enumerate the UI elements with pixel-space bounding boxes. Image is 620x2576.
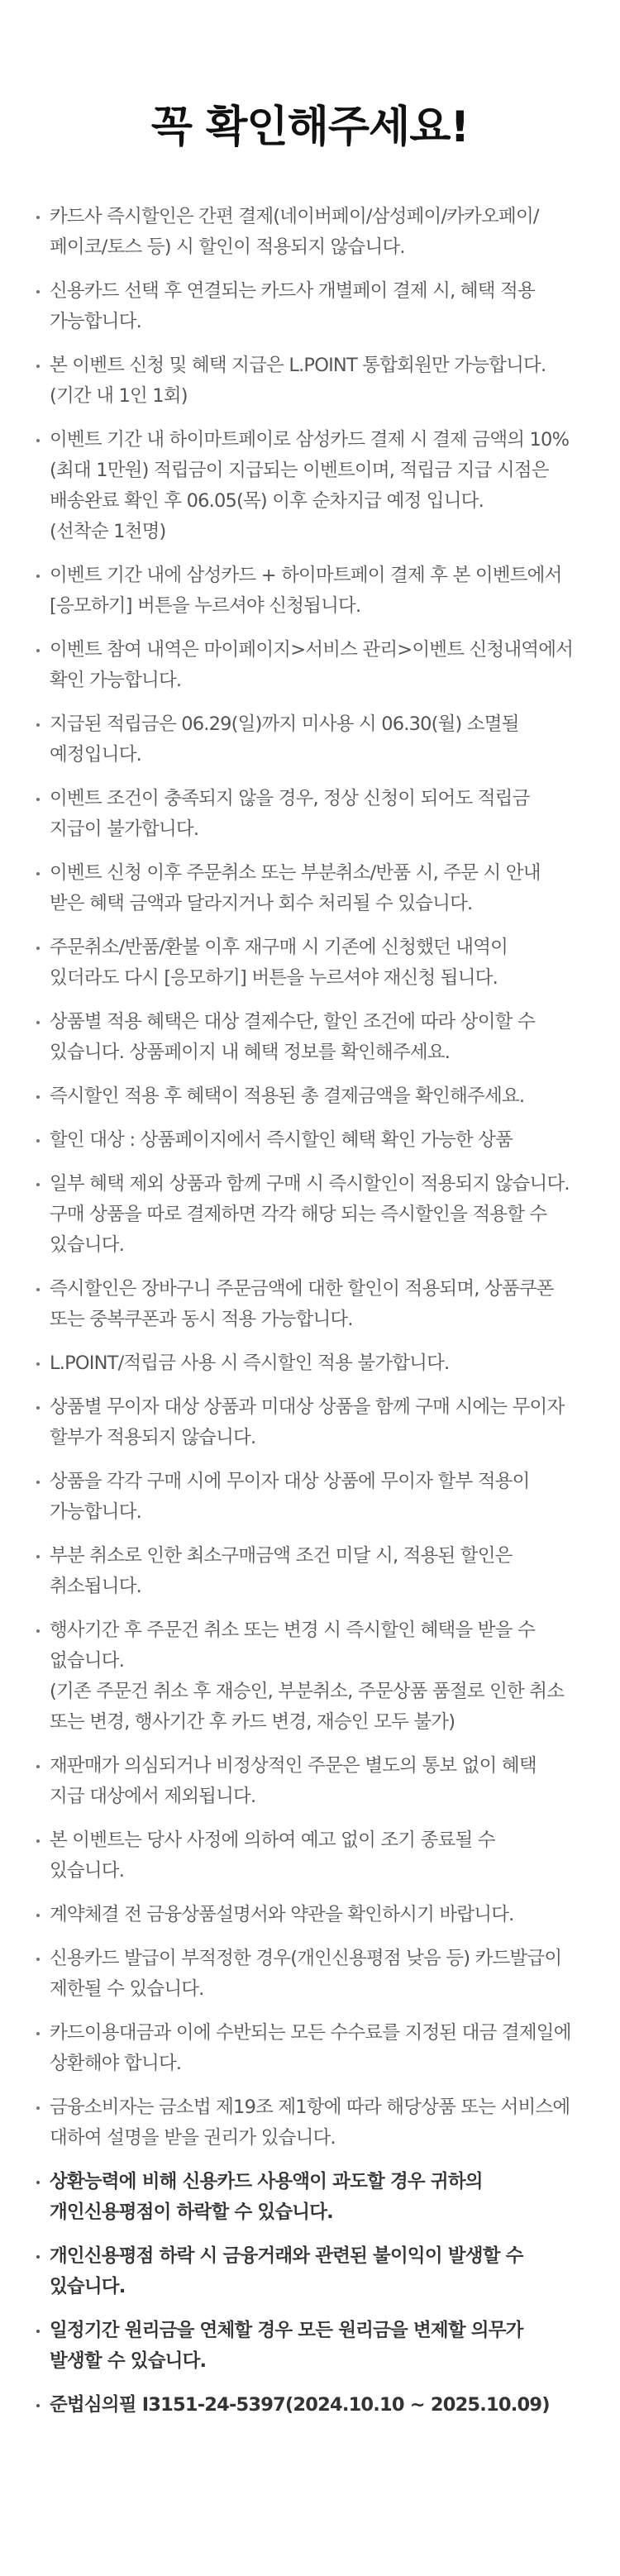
notice-text: 이벤트 기간 내 하이마트페이로 삼성카드 결제 시 결제 금액의 10%(최대 1만원) 적립금이 지급되는 이벤트이며, 적립금 지급 시점은 배송완료 확인 후 06.05(목) 이후 순차지급 예정 입니다. bbox=[50, 429, 570, 512]
notice-text: 부분 취소로 인한 최소구매금액 조건 미달 시, 적용된 할인은 취소됩니다. bbox=[50, 1545, 513, 1597]
notice-item bbox=[33, 1944, 574, 2005]
bullet-dot-icon bbox=[36, 1139, 40, 1143]
notice-item bbox=[33, 276, 574, 337]
notice-text: 계약체결 전 금융상품설명서와 약관을 확인하시기 바랍니다. bbox=[50, 1904, 514, 1925]
bullet-dot-icon bbox=[36, 1914, 40, 1917]
notice-item bbox=[33, 2092, 574, 2154]
notice-item bbox=[33, 784, 574, 845]
bullet-dot-icon bbox=[36, 1629, 40, 1633]
bullet-dot-icon bbox=[36, 1288, 40, 1291]
notice-text: 신용카드 선택 후 연결되는 카드사 개별페이 결제 시, 혜택 적용 가능합니다. bbox=[50, 280, 535, 332]
notice-text: 개인신용평점 하락 시 금융거래와 관련된 불이익이 발생할 수 있습니다. bbox=[50, 2245, 523, 2297]
notice-text: 상품별 적용 혜택은 대상 결제수단, 할인 조건에 따라 상이할 수 있습니다. 상품페이지 내 혜택 정보를 확인해주세요. bbox=[50, 1011, 535, 1063]
bullet-dot-icon bbox=[36, 1481, 40, 1484]
notice-text: 주문취소/반품/환불 이후 재구매 시 기존에 신청했던 내역이 있더라도 다시 [응모하기] 버튼을 누르셔야 재신청 됩니다. bbox=[50, 937, 508, 989]
notice-item bbox=[33, 1007, 574, 1068]
notice-text: 행사기간 후 주문건 취소 또는 변경 시 즉시할인 혜택을 받을 수 없습니다. bbox=[50, 1620, 535, 1672]
bullet-dot-icon bbox=[36, 2330, 40, 2333]
notice-text: 이벤트 신청 이후 주문취소 또는 부분취소/반품 시, 주문 시 안내 받은 혜택 금액과 달라지거나 회수 처리될 수 있습니다. bbox=[50, 862, 541, 914]
notice-text: (선착순 1천명) bbox=[50, 521, 166, 542]
notice-item bbox=[33, 1615, 574, 1738]
notice-text: 할인 대상 : 상품페이지에서 즉시할인 혜택 확인 가능한 상품 bbox=[50, 1129, 513, 1151]
notice-item bbox=[33, 351, 574, 412]
bullet-dot-icon bbox=[36, 2181, 40, 2184]
notice-text: 이벤트 참여 내역은 마이페이지>서비스 관리>이벤트 신청내역에서 확인 가능합니다. bbox=[50, 639, 574, 691]
notice-item bbox=[33, 1467, 574, 1528]
notice-text: 지급된 적립금은 06.29(일)까지 미사용 시 06.30(월) 소멸될 예정입니다. bbox=[50, 713, 519, 766]
notice-item bbox=[33, 858, 574, 919]
notice-item bbox=[33, 1125, 574, 1156]
bullet-dot-icon bbox=[36, 1839, 40, 1843]
notice-text: 일정기간 원리금을 연체할 경우 모든 원리금을 변제할 의무가 발생할 수 있습니다. bbox=[50, 2320, 523, 2372]
bullet-dot-icon bbox=[36, 2255, 40, 2259]
notice-item bbox=[33, 1348, 574, 1379]
notice-item bbox=[33, 2018, 574, 2079]
notice-item bbox=[33, 1751, 574, 1812]
notice-text: 준법심의필 I3151-24-5397(2024.10.10 ~ 2025.10.09) bbox=[50, 2394, 550, 2416]
notice-text: 이벤트 조건이 충족되지 않을 경우, 정상 신청이 되어도 적립금 지급이 불가합니다. bbox=[50, 788, 530, 840]
notice-item bbox=[33, 1900, 574, 1930]
notice-item bbox=[33, 933, 574, 994]
notice-item bbox=[33, 202, 574, 263]
bullet-dot-icon bbox=[36, 1362, 40, 1366]
notice-item bbox=[33, 1274, 574, 1335]
bullet-dot-icon bbox=[36, 798, 40, 801]
bullet-dot-icon bbox=[36, 1021, 40, 1024]
notice-text: 상품별 무이자 대상 상품과 미대상 상품을 함께 구매 시에는 무이자 할부가 적용되지 않습니다. bbox=[50, 1396, 565, 1448]
notice-list bbox=[0, 152, 620, 2421]
notice-item bbox=[33, 2241, 574, 2302]
bullet-dot-icon bbox=[36, 872, 40, 875]
notice-item bbox=[33, 1825, 574, 1887]
notice-text: 즉시할인은 장바구니 주문금액에 대한 할인이 적용되며, 상품쿠폰 또는 중복쿠폰과 동시 적용 가능합니다. bbox=[50, 1278, 554, 1330]
bullet-dot-icon bbox=[36, 575, 40, 578]
bullet-dot-icon bbox=[36, 290, 40, 293]
notice-text: 일부 혜택 제외 상품과 함께 구매 시 즉시할인이 적용되지 않습니다. 구매 상품을 따로 결제하면 각각 해당 되는 즉시할인을 적용할 수 있습니다. bbox=[50, 1173, 570, 1256]
notice-text: 금융소비자는 금소법 제19조 제1항에 따라 해당상품 또는 서비스에 대하여 설명을 받을 권리가 있습니다. bbox=[50, 2097, 570, 2149]
notice-text: 본 이벤트 신청 및 혜택 지급은 L.POINT 통합회원만 가능합니다.(기간 내 1인 1회) bbox=[50, 355, 546, 407]
notice-text: 본 이벤트는 당사 사정에 의하여 예고 없이 조기 종료될 수 있습니다. bbox=[50, 1829, 495, 1882]
bullet-dot-icon bbox=[36, 649, 40, 652]
notice-item bbox=[33, 2167, 574, 2228]
bullet-dot-icon bbox=[36, 216, 40, 219]
bullet-dot-icon bbox=[36, 1095, 40, 1099]
notice-item bbox=[33, 1392, 574, 1453]
bullet-dot-icon bbox=[36, 947, 40, 950]
notice-item bbox=[33, 1169, 574, 1261]
bullet-dot-icon bbox=[36, 723, 40, 727]
notice-item bbox=[33, 2316, 574, 2377]
notice-text: L.POINT/적립금 사용 시 즉시할인 적용 불가합니다. bbox=[50, 1352, 450, 1374]
bullet-dot-icon bbox=[36, 1406, 40, 1410]
notice-text: (기존 주문건 취소 후 재승인, 부분취소, 주문상품 품절로 인한 취소 또는 변경, 행사기간 후 카드 변경, 재승인 모두 불가) bbox=[50, 1681, 565, 1733]
bullet-dot-icon bbox=[36, 1183, 40, 1186]
notice-item bbox=[33, 709, 574, 770]
notice-text: 신용카드 발급이 부적정한 경우(개인신용평점 낮음 등) 카드발급이 제한될 수 있습니다. bbox=[50, 1948, 562, 2000]
bullet-dot-icon bbox=[36, 365, 40, 368]
notice-text: 재판매가 의심되거나 비정상적인 주문은 별도의 통보 없이 혜택 지급 대상에서 제외됩니다. bbox=[50, 1755, 537, 1807]
notice-item bbox=[33, 561, 574, 622]
notice-text: 카드이용대금과 이에 수반되는 모든 수수료를 지정된 대금 결제일에 상환해야 합니다. bbox=[50, 2022, 571, 2074]
notice-item bbox=[33, 1081, 574, 1112]
notice-text: 상환능력에 비해 신용카드 사용액이 과도할 경우 귀하의 개인신용평점이 하락할 수 있습니다. bbox=[50, 2171, 483, 2223]
notice-item bbox=[33, 1541, 574, 1602]
bullet-dot-icon bbox=[36, 1555, 40, 1558]
notice-text: 이벤트 기간 내에 삼성카드 + 하이마트페이 결제 후 본 이벤트에서 [응모하기] 버튼을 누르셔야 신청됩니다. bbox=[50, 565, 562, 617]
notice-text: 카드사 즉시할인은 간편 결제(네이버페이/삼성페이/카카오페이/페이코/토스 등) 시 할인이 적용되지 않습니다. bbox=[50, 206, 539, 258]
notice-item bbox=[33, 2390, 574, 2421]
bullet-dot-icon bbox=[36, 1765, 40, 1768]
notice-text: 즉시할인 적용 후 혜택이 적용된 총 결제금액을 확인해주세요. bbox=[50, 1085, 525, 1107]
page-title: 꼭 확인해주세요! bbox=[150, 103, 470, 152]
bullet-dot-icon bbox=[36, 1958, 40, 1961]
bullet-dot-icon bbox=[36, 2106, 40, 2110]
notice-item bbox=[33, 635, 574, 696]
bullet-dot-icon bbox=[36, 2404, 40, 2407]
notice-text: 상품을 각각 구매 시에 무이자 대상 상품에 무이자 할부 적용이 가능합니다. bbox=[50, 1471, 530, 1523]
bullet-dot-icon bbox=[36, 2032, 40, 2035]
bullet-dot-icon bbox=[36, 439, 40, 442]
notice-item bbox=[33, 425, 574, 547]
